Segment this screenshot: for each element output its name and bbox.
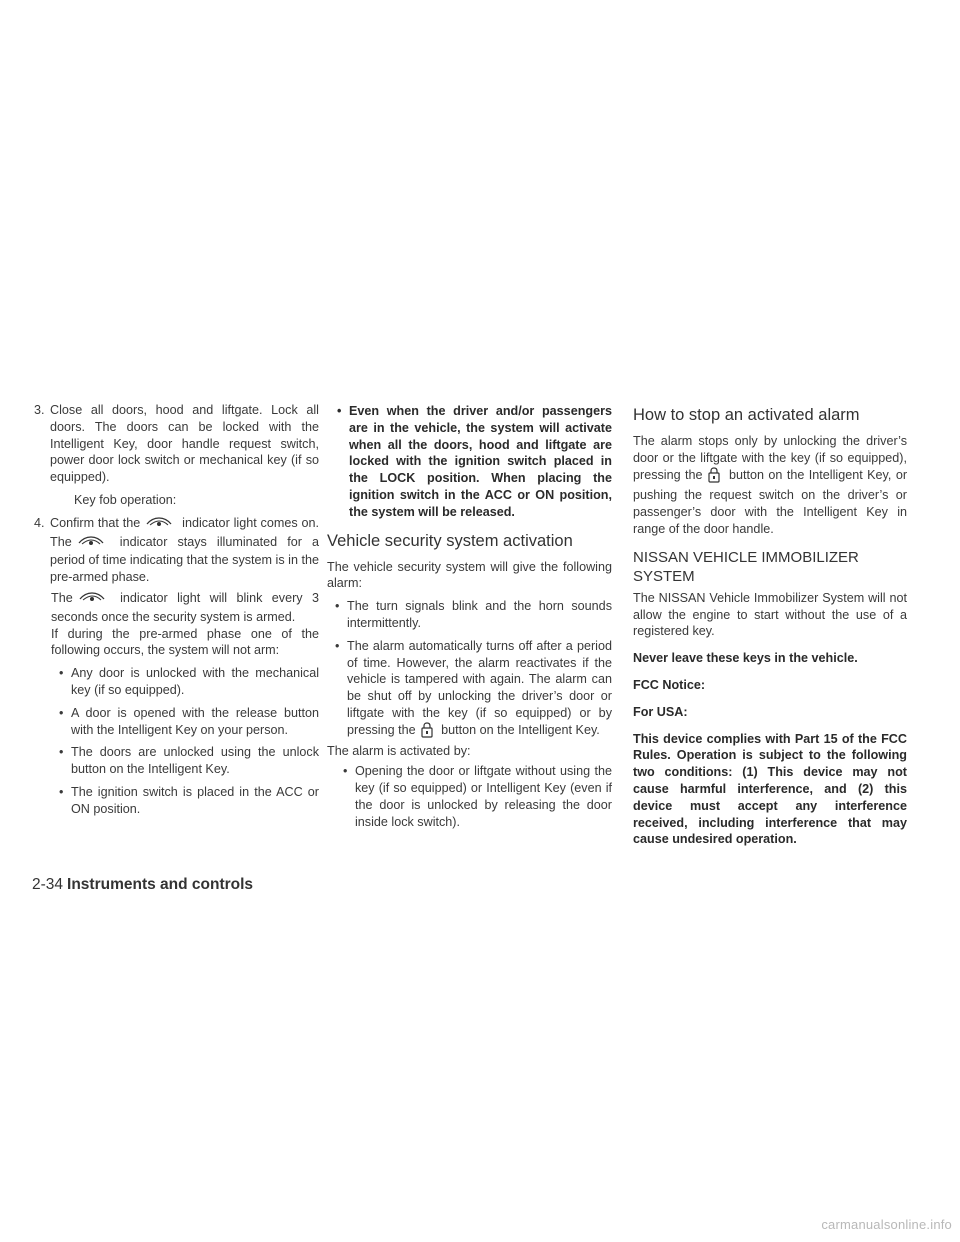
compliance-text: This device complies with Part 15 of the FCC Rules. Operation is subject to the following two conditions: (1) This device may not cause harmful interference, and (2) this device must accept any interference received, including interference that may cause undesired operation.: [633, 731, 907, 847]
alarm-intro: The vehicle security system will give the following alarm:: [327, 559, 612, 591]
the-text-a: The: [51, 590, 73, 605]
security-indicator-icon: [77, 590, 107, 609]
list-item: • The doors are unlocked using the unlock button on the Intelligent Key.: [59, 745, 319, 777]
section-heading: How to stop an activated alarm: [633, 406, 860, 424]
section-title: Instruments and controls: [67, 876, 254, 893]
arm-conditions-list: [51, 665, 319, 817]
if-during-text: If during the pre-armed phase one of the following occurs, the system will not arm:: [51, 626, 319, 658]
list-item: • The ignition switch is placed in the ACC or ON position.: [59, 784, 319, 816]
never-leave-text: Never leave these keys in the vehicle.: [633, 651, 858, 666]
step-number: 4.: [34, 515, 45, 530]
page-footer: [32, 876, 253, 894]
fcc-notice: FCC Notice:: [633, 677, 706, 692]
list-item: • The alarm automatically turns off after a period of time. However, the alarm reactivates if the vehicle is tampered with again. The alarm can be shut off by unlocking the driver’s door or liftgate with the key (if so equipped) or by pressing the button on the Intelligent Key.: [335, 638, 612, 743]
activated-by-text: The alarm is activated by:: [327, 743, 471, 758]
list-item: • Opening the door or liftgate without using the key (if so equipped) or Intelligent Key (even if the door is unlocked by releasing the door inside lock switch).: [343, 764, 612, 829]
immobilizer-heading: NISSAN VEHICLE IMMOBILIZER SYSTEM: [633, 548, 859, 585]
column-1: [34, 402, 319, 824]
column-3: How to stop an activated alarm The alarm stops only by unlocking the driver’s door or the liftgate with the key (if so equipped), pressing the button on the Intelligent Key, or pushing the request switch on the driver’s or passenger’s door with the Intelligent Key in range of the door handle. NISSAN VEHICLE IMMOBILIZER SYSTEM The NISSAN Vehicle Immobilizer System will not allow the engine to start without the use of a registered key. Never leave these keys in the vehicle. FCC Notice: For USA: This device complies with Part 15 of the FCC Rules. Operation is subject to the following two conditions: (1) This device may not cause harmful interference, and (2) this device must accept any interference received, including interference that may cause undesired operation.: [633, 406, 908, 847]
bold-bullet: • Even when the driver and/or passengers are in the vehicle, the system will activate when all the doors, hood and liftgate are locked with the ignition switch placed in the LOCK position. When placing the ignition switch in the ACC or ON position, the system will be released.: [337, 404, 612, 519]
list-item: • A door is opened with the release button with the Intelligent Key on your person.: [59, 705, 319, 737]
list-item: • Any door is unlocked with the mechanical key (if so equipped).: [59, 666, 319, 697]
immobilizer-text: The NISSAN Vehicle Immobilizer System will not allow the engine to start without the use of a registered key.: [633, 590, 907, 639]
lock-button-icon: [420, 722, 434, 743]
for-usa: For USA:: [633, 704, 688, 719]
page-number: 2-34: [32, 876, 64, 893]
section-heading: Vehicle security system activation: [327, 531, 573, 550]
step4-text-c: indicator stays illuminated for a period of time indicating that the system is in the pre-armed phase.: [50, 534, 319, 585]
watermark: carmanualsonline.info: [821, 1217, 952, 1232]
step-text: Close all doors, hood and liftgate. Lock all doors. The doors can be locked with the Intelligent Key, door handle request switch, power door lock switch or mechanical key (if so equipped).: [50, 403, 319, 485]
step4-text-b: indicator light comes on. The: [50, 515, 319, 549]
security-indicator-icon: [76, 534, 106, 553]
step-3: [34, 402, 319, 486]
step-4: [34, 515, 319, 586]
list-item: • The turn signals blink and the horn sounds intermittently.: [335, 599, 612, 630]
lock-button-icon: [707, 467, 721, 488]
step-number: 3.: [34, 403, 45, 417]
the-text-b: indicator light will blink every 3 seconds once the security system is armed.: [51, 590, 320, 624]
security-indicator-icon: [144, 515, 174, 534]
step4-text-a: Confirm that the: [50, 515, 141, 530]
keyfob-label: Key fob operation:: [74, 492, 177, 507]
column-2: [327, 403, 612, 837]
